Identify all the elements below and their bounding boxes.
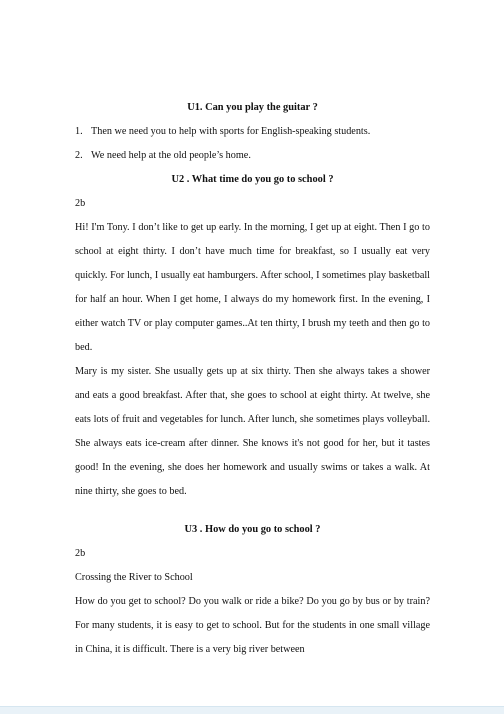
document-body [75, 96, 430, 662]
item-number: 2. [75, 150, 83, 161]
unit3-title: U3 . How do you go to school ? [184, 524, 321, 535]
unit2-paragraph-tony: Hi! I'm Tony. I don’t like to get up early. In the morning, I get up at eight. Then I go to school at eight thirty. I don’t have much time for breakfast, so I usually eat very quickly. For lunch, I usually eat hamburgers. After school, I sometimes play basketball for half an hour. When I get home, I always do my homework first. In the evening, I either watch TV or play computer games..At ten thirty, I brush my teeth and then go to bed. [75, 222, 430, 353]
item-text: We need help at the old people’s home. [91, 150, 251, 161]
section-gap [75, 504, 430, 518]
list-item [75, 144, 430, 168]
item-number: 1. [75, 126, 83, 137]
unit2-label: 2b [75, 198, 86, 209]
item-text: Then we need you to help with sports for English-speaking students. [91, 126, 371, 137]
list-item [75, 120, 430, 144]
unit3-label: 2b [75, 548, 86, 559]
unit2-paragraph-mary: Mary is my sister. She usually gets up at six thirty. Then she always takes a shower and eats a good breakfast. After that, she goes to school at eight thirty. At twelve, she eats lots of fruit and vegetables for lunch. After lunch, she sometimes plays volleyball. She always eats ice-cream after dinner. She knows it's not good for her, but it tastes good! In the evening, she does her homework and usually swims or takes a walk. At nine thirty, she goes to bed. [75, 366, 430, 497]
unit1-title: U1. Can you play the guitar ? [187, 102, 318, 113]
unit2-title: U2 . What time do you go to school ? [171, 174, 334, 185]
unit3-subtitle: Crossing the River to School [75, 572, 193, 583]
unit3-paragraph: How do you get to school? Do you walk or ride a bike? Do you go by bus or by train? For many students, it is easy to get to school. But for the students in one small village in China, it is difficult. There is a very big river between [75, 596, 430, 655]
